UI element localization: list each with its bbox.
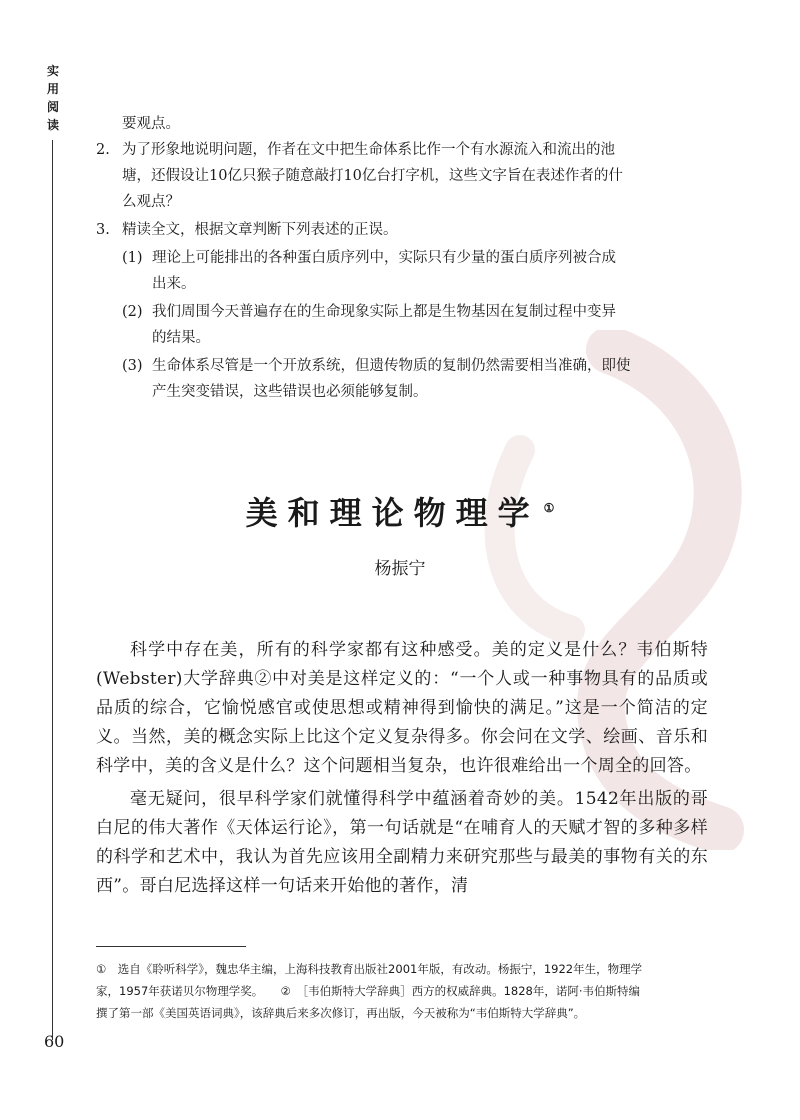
item-line: 出来。 <box>152 276 196 292</box>
item-marker: (3) <box>122 358 143 374</box>
footnote-rule <box>96 946 246 947</box>
item-line: 产生突变错误，这些错误也必须能够复制。 <box>152 384 428 400</box>
carry-over-text: 要观点。 <box>122 116 180 132</box>
side-label-char: 用 <box>46 82 59 96</box>
side-label-char: 读 <box>46 118 59 132</box>
item-marker: (2) <box>122 304 143 320</box>
article-author: 杨振宁 <box>374 559 426 579</box>
side-section-label <box>44 62 62 134</box>
question-number: 2. <box>96 142 110 158</box>
item-line: 生命体系尽管是一个开放系统，但遗传物质的复制仍然需要相当准确，即使 <box>152 358 631 374</box>
side-divider-line <box>52 140 53 1040</box>
side-label-char: 实 <box>46 64 59 78</box>
item-line: 理论上可能排出的各种蛋白质序列中，实际只有少量的蛋白质序列被合成 <box>152 250 616 266</box>
item-line: 我们周围今天普遍存在的生命现象实际上都是生物基因在复制过程中变异 <box>152 304 616 320</box>
footnote-line: 家，1957年获诺贝尔物理学奖。 ② ［韦伯斯特大学辞典］西方的权威辞典。1828年，诺阿·韦伯斯特编 <box>96 984 640 998</box>
footnote-line: ① 选自《聆听科学》，魏忠华主编，上海科技教育出版社2001年版，有改动。杨振宁，1922年生，物理学 <box>96 962 643 976</box>
question-number: 3. <box>96 222 110 238</box>
article-body <box>96 636 708 905</box>
footnote-line: 撰了第一部《美国英语词典》，该辞典后来多次修订，再出版，今天被称为“韦伯斯特大学辞典”。 <box>96 1006 586 1020</box>
article-paragraph: 科学中存在美，所有的科学家都有这种感受。美的定义是什么？韦伯斯特(Webster)大学辞典②中对美是这样定义的：“一个人或一种事物具有的品质或品质的综合，它愉悦感官或使思想或精神得到愉快的满足。”这是一个简洁的定义。当然，美的概念实际上比这个定义复杂得多。你会问在文学、绘画、音乐和科学中，美的含义是什么？这个问题相当复杂，也许很难给出一个周全的回答。 <box>96 640 708 776</box>
question-2-line: 塘，还假设让10亿只猴子随意敲打10亿台打字机，这些文字旨在表述作者的什 <box>122 168 623 184</box>
question-3-intro: 精读全文，根据文章判断下列表述的正误。 <box>122 222 398 238</box>
item-marker: (1) <box>122 250 143 266</box>
article-title <box>0 488 800 534</box>
side-label-char: 阅 <box>46 100 59 114</box>
title-footnote-marker: ① <box>543 501 555 516</box>
article-title-text: 美和理论物理学 <box>245 494 540 532</box>
item-line: 的结果。 <box>152 330 210 346</box>
question-2-line: 么观点？ <box>122 194 180 210</box>
question-2-line: 为了形象地说明问题，作者在文中把生命体系比作一个有水源流入和流出的池 <box>122 142 615 158</box>
article-paragraph: 毫无疑问，很早科学家们就懂得科学中蕴涵着奇妙的美。1542年出版的哥白尼的伟大著作《天体运行论》，第一句话就是“在哺育人的天赋才智的多种多样的科学和艺术中，我认为首先应该用全副精力来研究那些与最美的事物有关的东西”。哥白尼选择这样一句话来开始他的著作，清 <box>96 789 708 896</box>
page-number: 60 <box>44 1032 65 1051</box>
footnotes <box>96 958 708 1024</box>
